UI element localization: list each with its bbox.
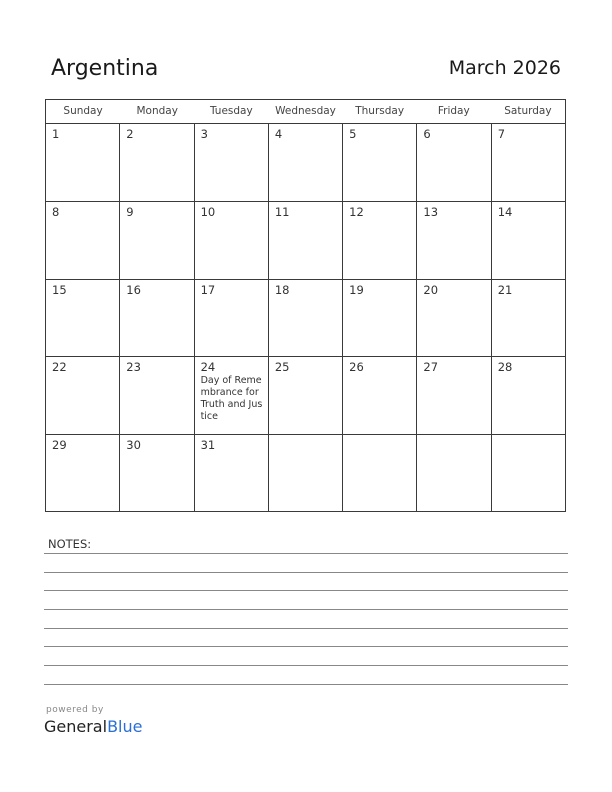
day-number: 18 [274,282,290,297]
day-cell[interactable] [195,357,269,434]
day-cell[interactable] [120,202,194,279]
day-cell[interactable] [492,124,565,201]
day-cell[interactable] [269,357,343,434]
day-number: 3 [200,127,208,141]
generalblue-logo[interactable] [44,717,142,736]
day-cell[interactable] [269,124,343,201]
day-cell[interactable] [417,280,491,357]
note-line [44,572,568,573]
day-number: 21 [497,282,513,297]
day-number: 24 [200,360,216,375]
day-number: 10 [200,204,216,219]
day-cell[interactable] [417,124,491,201]
holiday-event: Day of Remembrance for Truth and Justice [200,375,263,423]
country-title: Argentina [51,56,159,81]
day-cell[interactable] [120,357,194,434]
weekday-sunday: Sunday [63,105,103,117]
day-number: 7 [497,127,506,141]
day-cell[interactable] [492,357,565,434]
day-number: 23 [126,360,141,375]
day-cell[interactable] [417,435,491,512]
note-line [44,553,568,554]
calendar-grid [45,99,566,512]
week-row [46,202,565,280]
day-cell[interactable] [195,435,269,512]
day-number: 6 [423,127,431,141]
day-cell[interactable] [46,357,120,434]
note-line [44,646,568,647]
weekday-tuesday: Tuesday [209,105,253,117]
day-number: 22 [52,360,67,375]
day-number: 20 [423,282,439,297]
day-number: 19 [349,282,364,297]
powered-by-text: powered by [46,705,104,715]
brand-general: General [44,717,108,736]
day-number: 25 [274,360,290,375]
weekday-thursday: Thursday [355,105,405,117]
month-title: March 2026 [448,57,561,79]
day-cell[interactable] [269,280,343,357]
day-number: 15 [52,282,67,297]
week-row [46,124,565,202]
calendar-weeks [46,124,565,512]
day-number: 16 [126,282,141,297]
day-cell[interactable] [269,435,343,512]
day-cell[interactable] [343,124,417,201]
day-cell[interactable] [417,357,491,434]
day-cell[interactable] [46,280,120,357]
day-cell[interactable] [120,435,194,512]
weekday-friday: Friday [437,105,470,117]
day-cell[interactable] [343,435,417,512]
day-number: 12 [349,204,364,219]
day-number: 2 [126,127,134,141]
day-cell[interactable] [492,435,565,512]
day-number: 17 [200,282,216,297]
week-row [46,280,565,358]
notes-label: NOTES: [48,537,92,551]
day-number: 27 [423,360,439,375]
day-cell[interactable] [46,124,120,201]
brand-blue: Blue [107,717,143,736]
day-number: 31 [200,438,216,453]
week-row [46,357,565,435]
day-cell[interactable] [492,202,565,279]
weekday-header-row [46,100,565,124]
note-line [44,665,568,666]
day-cell[interactable] [492,280,565,357]
day-number: 1 [52,127,60,141]
day-number: 30 [126,438,141,453]
day-cell[interactable] [195,280,269,357]
day-number: 26 [349,360,364,375]
weekday-saturday: Saturday [504,105,552,117]
day-cell[interactable] [195,202,269,279]
weekday-monday: Monday [136,105,178,117]
day-number: 13 [423,204,439,219]
day-cell[interactable] [46,202,120,279]
day-number: 9 [126,204,134,219]
day-cell[interactable] [46,435,120,512]
day-cell[interactable] [120,124,194,201]
day-cell[interactable] [343,357,417,434]
day-number: 29 [52,438,67,453]
day-number: 4 [274,127,283,141]
weekday-wednesday: Wednesday [275,105,336,117]
day-cell[interactable] [417,202,491,279]
day-number: 14 [497,204,513,219]
day-number: 11 [274,204,290,219]
note-line [44,684,568,685]
day-cell[interactable] [120,280,194,357]
day-cell[interactable] [269,202,343,279]
day-cell[interactable] [343,202,417,279]
note-line [44,609,568,610]
day-number: 5 [349,127,357,141]
day-number: 28 [497,360,513,375]
day-cell[interactable] [195,124,269,201]
note-line [44,590,568,591]
day-number: 8 [52,204,60,219]
day-cell[interactable] [343,280,417,357]
week-row [46,435,565,512]
note-line [44,628,568,629]
